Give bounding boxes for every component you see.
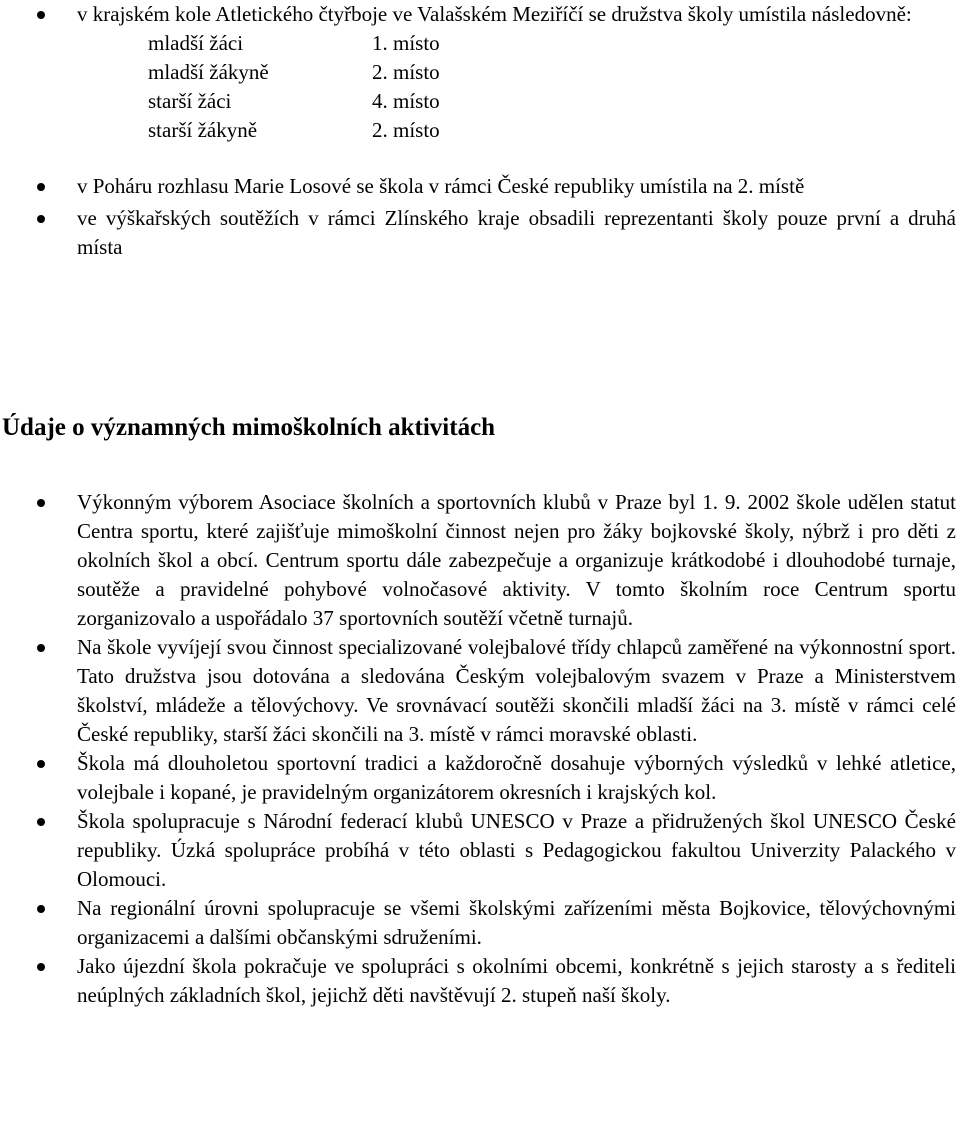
result-row xyxy=(77,29,956,58)
list-item-text: Jako újezdní škola pokračuje ve spolupráci s okolními obcemi, konkrétně s jejich starosty a s řediteli neúplných základních škol, jejichž děti navštěvují 2. stupeň naší školy. xyxy=(77,954,956,1007)
result-row xyxy=(77,58,956,87)
list-item-text: Výkonným výborem Asociace školních a sportovních klubů v Praze byl 1. 9. 2002 škole udělen statut Centra sportu, které zajišťuje mimoškolní činnost nejen pro žáky bojkovské školy, nýbrž i pro děti z okolních škol a obcí. Centrum sportu dále zabezpečuje a organizuje krátkodobé i dlouhodobé turnaje, soutěže a pravidelné pohybové volnočasové aktivity. V tomto školním roce Centrum sportu zorganizovalo a uspořádalo 37 sportovních soutěží včetně turnajů. xyxy=(77,490,956,630)
list-item-text: v Poháru rozhlasu Marie Losové se škola v rámci České republiky umístila na 2. místě xyxy=(77,174,805,198)
list-item xyxy=(0,172,960,201)
list-item xyxy=(0,807,960,894)
bullet-icon xyxy=(37,215,45,223)
list-item xyxy=(0,894,960,952)
list-item xyxy=(0,952,960,1010)
achievements-section xyxy=(0,0,960,262)
list-item-text: ve výškařských soutěžích v rámci Zlínského kraje obsadili reprezentanti školy pouze první a druhá místa xyxy=(77,206,956,259)
activities-list xyxy=(0,488,960,1010)
achievements-list xyxy=(0,0,960,262)
result-category: mladší žáci xyxy=(148,31,244,55)
list-item xyxy=(0,204,960,262)
list-item-text: Škola má dlouholetou sportovní tradici a každoročně dosahuje výborných výsledků v lehké atletice, volejbale i kopané, je pravidelným organizátorem okresních i krajských kol. xyxy=(77,751,956,804)
list-item xyxy=(0,488,960,633)
result-category: starší žáci xyxy=(148,89,232,113)
list-item-text: Škola spolupracuje s Národní federací klubů UNESCO v Praze a přidružených škol UNESCO České republiky. Úzká spolupráce probíhá v této oblasti s Pedagogickou fakultou Univerzity Palackého v Olomouci. xyxy=(77,809,956,891)
result-category: mladší žákyně xyxy=(148,60,269,84)
bullet-icon xyxy=(37,11,45,19)
result-place: 2. místo xyxy=(372,60,440,84)
bullet-icon xyxy=(37,963,45,971)
list-item xyxy=(0,0,960,145)
bullet-icon xyxy=(37,818,45,826)
list-item xyxy=(0,633,960,749)
result-row xyxy=(77,116,956,145)
bullet-icon xyxy=(37,644,45,652)
activities-section xyxy=(0,488,960,1010)
result-category: starší žákyně xyxy=(148,118,258,142)
list-item-text: v krajském kole Atletického čtyřboje ve Valašském Meziříčí se družstva školy umístila následovně: xyxy=(77,2,912,26)
list-item xyxy=(0,749,960,807)
bullet-icon xyxy=(37,905,45,913)
section-heading: Údaje o významných mimoškolních aktivitách xyxy=(2,414,496,441)
result-place: 1. místo xyxy=(372,31,440,55)
list-item-text: Na regionální úrovni spolupracuje se všemi školskými zařízeními města Bojkovice, tělovýchovnými organizacemi a dalšími občanskými sdruženími. xyxy=(77,896,956,949)
list-item-text: Na škole vyvíjejí svou činnost specializované volejbalové třídy chlapců zaměřené na výkonnostní sport. Tato družstva jsou dotována a sledována Českým volejbalovým svazem v Praze a Ministerstvem školství, mládeže a tělovýchovy. Ve srovnávací soutěži skončili mladší žáci na 3. místě v rámci celé České republiky, starší žáci skončili na 3. místě v rámci moravské oblasti. xyxy=(77,635,956,746)
bullet-icon xyxy=(37,183,45,191)
bullet-icon xyxy=(37,499,45,507)
bullet-icon xyxy=(37,760,45,768)
result-row xyxy=(77,87,956,116)
result-place: 2. místo xyxy=(372,118,440,142)
result-place: 4. místo xyxy=(372,89,440,113)
results-table xyxy=(77,29,956,145)
